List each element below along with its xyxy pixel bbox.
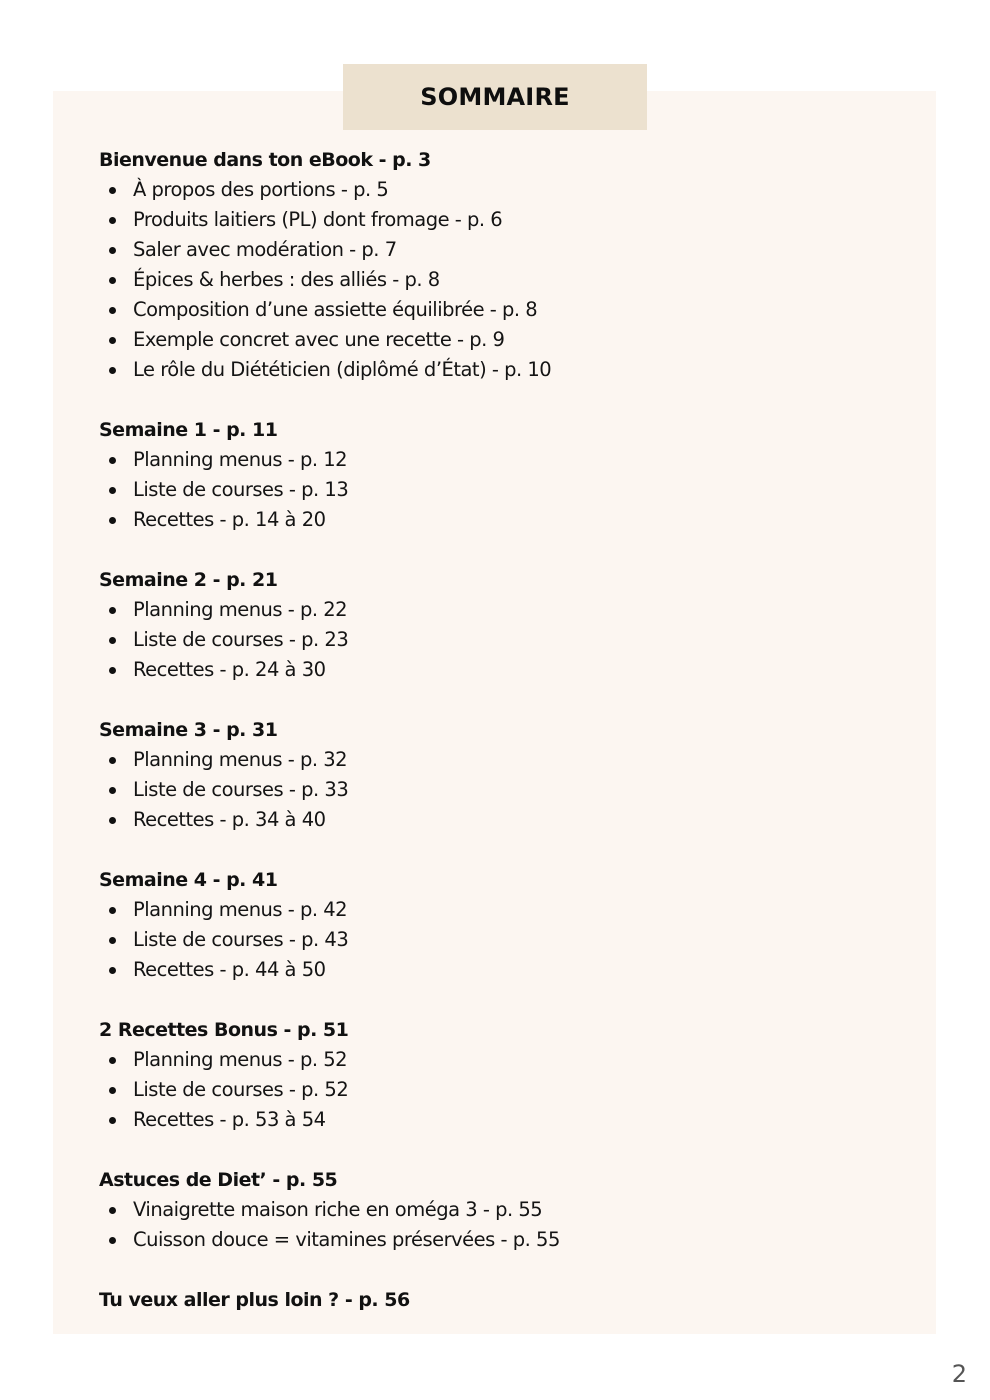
toc-item-label: Liste de courses - p. 52 [133, 1078, 349, 1101]
toc-list-item[interactable] [99, 505, 919, 535]
section-heading[interactable]: Astuces de Diet’ - p. 55 [99, 1169, 338, 1191]
toc-section [99, 415, 919, 535]
toc-list-item[interactable] [99, 655, 919, 685]
page-number: 2 [951, 1360, 967, 1388]
section-item-list [99, 1195, 919, 1255]
bullet-icon [109, 457, 116, 464]
toc-item-label: Planning menus - p. 32 [133, 748, 348, 771]
bullet-icon [109, 307, 116, 314]
toc-list-item[interactable] [99, 595, 919, 625]
toc-list-item[interactable] [99, 805, 919, 835]
toc-list-item[interactable] [99, 445, 919, 475]
section-item-list [99, 1045, 919, 1135]
bullet-icon [109, 937, 116, 944]
toc-item-label: Saler avec modération - p. 7 [133, 238, 397, 261]
toc-item-label: Recettes - p. 53 à 54 [133, 1108, 326, 1131]
toc-section [99, 1165, 919, 1255]
bullet-icon [109, 967, 116, 974]
toc-item-label: Planning menus - p. 22 [133, 598, 348, 621]
section-item-list [99, 745, 919, 835]
toc-list-item[interactable] [99, 895, 919, 925]
section-item-list [99, 445, 919, 535]
title-banner [343, 64, 647, 130]
toc-list-item[interactable] [99, 235, 919, 265]
toc-item-label: Liste de courses - p. 13 [133, 478, 349, 501]
toc-list-item[interactable] [99, 265, 919, 295]
toc-item-label: Vinaigrette maison riche en oméga 3 - p. 55 [133, 1198, 543, 1221]
toc-item-label: Exemple concret avec une recette - p. 9 [133, 328, 505, 351]
table-of-contents [99, 145, 919, 1345]
toc-item-label: À propos des portions - p. 5 [133, 178, 389, 201]
toc-item-label: Cuisson douce = vitamines préservées - p. 55 [133, 1228, 560, 1251]
section-item-list [99, 175, 919, 385]
toc-list-item[interactable] [99, 775, 919, 805]
toc-item-label: Le rôle du Diététicien (diplômé d’État) - p. 10 [133, 358, 552, 381]
toc-section [99, 865, 919, 985]
section-heading[interactable]: Semaine 2 - p. 21 [99, 569, 278, 591]
toc-list-item[interactable] [99, 325, 919, 355]
toc-list-item[interactable] [99, 1075, 919, 1105]
toc-section [99, 1285, 919, 1315]
section-heading[interactable]: Semaine 4 - p. 41 [99, 869, 278, 891]
bullet-icon [109, 817, 116, 824]
toc-item-label: Planning menus - p. 12 [133, 448, 348, 471]
toc-list-item[interactable] [99, 295, 919, 325]
section-heading[interactable]: Semaine 1 - p. 11 [99, 419, 278, 441]
bullet-icon [109, 1087, 116, 1094]
bullet-icon [109, 217, 116, 224]
toc-item-label: Produits laitiers (PL) dont fromage - p. 6 [133, 208, 503, 231]
toc-section [99, 565, 919, 685]
toc-item-label: Planning menus - p. 42 [133, 898, 348, 921]
bullet-icon [109, 337, 116, 344]
toc-item-label: Planning menus - p. 52 [133, 1048, 348, 1071]
toc-section [99, 145, 919, 385]
toc-list-item[interactable] [99, 625, 919, 655]
toc-list-item[interactable] [99, 745, 919, 775]
toc-list-item[interactable] [99, 955, 919, 985]
bullet-icon [109, 1207, 116, 1214]
section-heading[interactable]: 2 Recettes Bonus - p. 51 [99, 1019, 349, 1041]
toc-item-label: Recettes - p. 34 à 40 [133, 808, 326, 831]
toc-item-label: Épices & herbes : des alliés - p. 8 [133, 268, 440, 291]
bullet-icon [109, 277, 116, 284]
toc-list-item[interactable] [99, 1105, 919, 1135]
bullet-icon [109, 907, 116, 914]
section-item-list [99, 895, 919, 985]
bullet-icon [109, 367, 116, 374]
bullet-icon [109, 1057, 116, 1064]
bullet-icon [109, 1237, 116, 1244]
page-title: SOMMAIRE [420, 83, 570, 111]
toc-item-label: Recettes - p. 44 à 50 [133, 958, 326, 981]
bullet-icon [109, 637, 116, 644]
bullet-icon [109, 667, 116, 674]
toc-list-item[interactable] [99, 1045, 919, 1075]
toc-list-item[interactable] [99, 175, 919, 205]
toc-list-item[interactable] [99, 205, 919, 235]
toc-item-label: Liste de courses - p. 23 [133, 628, 349, 651]
toc-item-label: Composition d’une assiette équilibrée - p. 8 [133, 298, 538, 321]
toc-item-label: Recettes - p. 14 à 20 [133, 508, 326, 531]
toc-item-label: Liste de courses - p. 33 [133, 778, 349, 801]
bullet-icon [109, 757, 116, 764]
toc-section [99, 1015, 919, 1135]
section-item-list [99, 595, 919, 685]
toc-list-item[interactable] [99, 925, 919, 955]
bullet-icon [109, 787, 116, 794]
bullet-icon [109, 187, 116, 194]
toc-list-item[interactable] [99, 1225, 919, 1255]
toc-list-item[interactable] [99, 355, 919, 385]
bullet-icon [109, 247, 116, 254]
bullet-icon [109, 607, 116, 614]
toc-list-item[interactable] [99, 1195, 919, 1225]
section-heading[interactable]: Tu veux aller plus loin ? - p. 56 [99, 1289, 410, 1311]
bullet-icon [109, 1117, 116, 1124]
toc-item-label: Liste de courses - p. 43 [133, 928, 349, 951]
toc-list-item[interactable] [99, 475, 919, 505]
toc-section [99, 715, 919, 835]
bullet-icon [109, 487, 116, 494]
toc-item-label: Recettes - p. 24 à 30 [133, 658, 326, 681]
section-heading[interactable]: Bienvenue dans ton eBook - p. 3 [99, 149, 431, 171]
bullet-icon [109, 517, 116, 524]
section-heading[interactable]: Semaine 3 - p. 31 [99, 719, 278, 741]
